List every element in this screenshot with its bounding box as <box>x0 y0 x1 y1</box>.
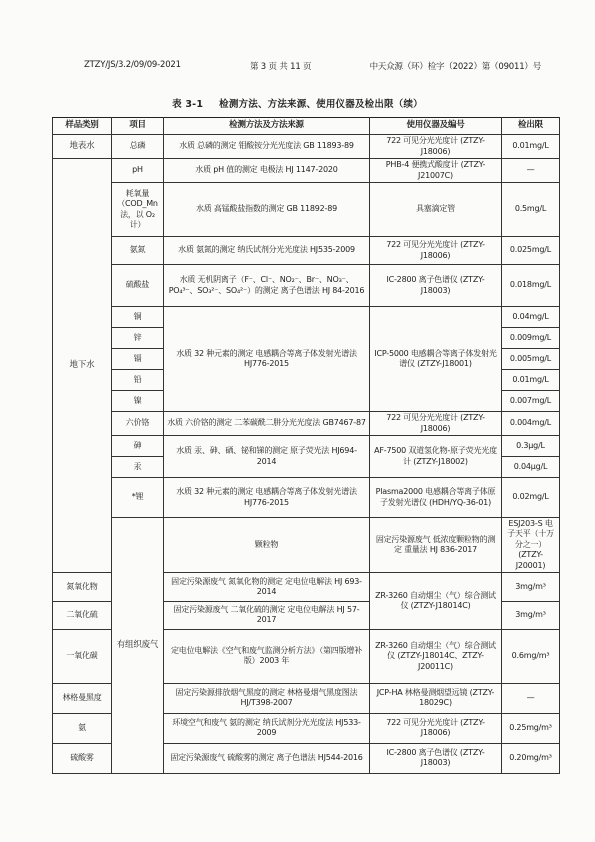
detection-limit: 0.04mg/L <box>502 307 560 328</box>
table-row <box>53 518 560 573</box>
instrument-cell: PHB-4 便携式酸度计 (ZTZY-J21007C) <box>370 159 502 183</box>
method-cell: 固定污染源废气 低浓度颗粒物的测定 重量法 HJ 836-2017 <box>370 518 502 573</box>
detection-limit: 0.20mg/m³ <box>502 743 560 773</box>
col-header-limit: 检出限 <box>502 118 560 135</box>
method-cell: 水质 总磷的测定 钼酸铵分光光度法 GB 11893-89 <box>164 135 370 159</box>
item-name: *锂 <box>112 478 164 518</box>
table-header-row <box>53 118 560 135</box>
detection-limit: 0.25mg/m³ <box>502 713 560 743</box>
method-cell: 水质 高锰酸盐指数的测定 GB 11892-89 <box>164 183 370 237</box>
instrument-cell: 具塞滴定管 <box>370 183 502 237</box>
detection-limit: — <box>502 683 560 713</box>
method-cell: 水质 32 种元素的测定 电感耦合等离子体发射光谱法 HJ776-2015 <box>164 478 370 518</box>
detection-limit: 0.01mg/L <box>502 370 560 391</box>
detection-limit: 0.005mg/L <box>502 349 560 370</box>
item-name: 汞 <box>112 457 164 478</box>
detection-limit: 3mg/m³ <box>502 601 560 629</box>
method-cell: 固定污染源废气 硫酸雾的测定 离子色谱法 HJ544-2016 <box>164 743 370 773</box>
instrument-cell: AF-7500 双道氢化物-原子荧光光度计 (ZTZY-J18002) <box>370 436 502 478</box>
table-row <box>53 412 560 436</box>
report-number: 中天众源（环）检字（2022）第（09011）号 <box>369 62 541 72</box>
table-row <box>53 265 560 307</box>
item-name: 铅 <box>112 370 164 391</box>
instrument-cell: 722 可见分光光度计 (ZTZY-J18006) <box>370 412 502 436</box>
detection-limit: 0.02mg/L <box>502 478 560 518</box>
col-header-item: 项目 <box>112 118 164 135</box>
item-name: pH <box>112 159 164 183</box>
col-header-instrument: 使用仪器及编号 <box>370 118 502 135</box>
instrument-cell: 722 可见分光光度计 (ZTZY-J18006) <box>370 713 502 743</box>
table-row <box>53 237 560 265</box>
instrument-cell: IC-2800 离子色谱仪 (ZTZY-J18003) <box>370 743 502 773</box>
instrument-cell: JCP-HA 林格曼测烟望远镜 (ZTZY-18029C) <box>370 683 502 713</box>
detection-limit: 0.009mg/L <box>502 328 560 349</box>
table-caption <box>0 96 595 110</box>
instrument-cell: ICP-5000 电感耦合等离子体发射光谱仪 (ZTZY-J18001) <box>370 307 502 412</box>
table-row <box>53 307 560 328</box>
instrument-cell: Plasma2000 电感耦合等离子体原子发射光谱仪 (HDH/YQ-36-01) <box>370 478 502 518</box>
document-code: ZTZY/JS/3.2/09/09-2021 <box>84 60 181 70</box>
item-name: 氨 <box>53 713 112 743</box>
detection-limit: 0.5mg/L <box>502 183 560 237</box>
method-cell: 固定污染源废气 氮氧化物的测定 定电位电解法 HJ 693-2014 <box>164 572 370 601</box>
instrument-cell: 722 可见分光光度计 (ZTZY-J18006) <box>370 135 502 159</box>
table-row <box>53 436 560 457</box>
page-number: 第 3 页 共 11 页 <box>250 62 312 72</box>
item-name: 耗氧量（COD_Mn 法，以 O₂ 计） <box>112 183 164 237</box>
detection-limit: 0.04μg/L <box>502 457 560 478</box>
detection-limit: — <box>502 159 560 183</box>
item-name: 氨氮 <box>112 237 164 265</box>
col-header-category: 样品类别 <box>53 118 112 135</box>
method-cell: 水质 pH 值的测定 电极法 HJ 1147-2020 <box>164 159 370 183</box>
item-name: 六价铬 <box>112 412 164 436</box>
instrument-cell: ZR-3260 自动烟尘（气）综合测试仪 (ZTZY-J18014C、ZTZY-J20011C) <box>370 629 502 683</box>
instrument-cell: ESJ203-S 电子天平（十万分之一）(ZTZY-J20001) <box>502 518 560 573</box>
detection-limit: 0.6mg/m³ <box>502 629 560 683</box>
item-name: 一氧化碳 <box>53 629 112 683</box>
item-name: 总磷 <box>112 135 164 159</box>
method-cell: 水质 氨氮的测定 纳氏试剂分光光度法 HJ535-2009 <box>164 237 370 265</box>
table-number: 表 3-1 <box>172 99 204 110</box>
item-name: 硫酸盐 <box>112 265 164 307</box>
table-row <box>53 478 560 518</box>
methods-table <box>52 117 560 774</box>
method-cell: 水质 无机阴离子（F⁻、Cl⁻、NO₂⁻、Br⁻、NO₃⁻、PO₄³⁻、SO₃²⁻、SO₄²⁻）的测定 离子色谱法 HJ 84-2016 <box>164 265 370 307</box>
method-cell: 定电位电解法《空气和废气监测分析方法》（第四版增补版）2003 年 <box>164 629 370 683</box>
method-cell: 固定污染源废气 二氧化硫的测定 定电位电解法 HJ 57-2017 <box>164 601 370 629</box>
table-row <box>53 183 560 237</box>
item-name: 颗粒物 <box>164 518 370 573</box>
table-row <box>53 159 560 183</box>
instrument-cell: IC-2800 离子色谱仪 (ZTZY-J18003) <box>370 265 502 307</box>
method-cell: 水质 六价铬的测定 二苯碳酰二肼分光光度法 GB7467-87 <box>164 412 370 436</box>
instrument-cell: 722 可见分光光度计 (ZTZY-J18006) <box>370 237 502 265</box>
sample-category: 地表水 <box>53 135 112 159</box>
detection-limit: 0.007mg/L <box>502 391 560 412</box>
instrument-cell: ZR-3260 自动烟尘（气）综合测试仪 (ZTZY-J18014C) <box>370 572 502 629</box>
detection-limit: 0.025mg/L <box>502 237 560 265</box>
item-name: 二氧化硫 <box>53 601 112 629</box>
sample-category: 地下水 <box>53 159 112 573</box>
item-name: 镉 <box>112 349 164 370</box>
detection-limit: 0.018mg/L <box>502 265 560 307</box>
method-cell: 环境空气和废气 氨的测定 纳氏试剂分光光度法 HJ533-2009 <box>164 713 370 743</box>
item-name: 氮氧化物 <box>53 572 112 601</box>
detection-limit: 0.3μg/L <box>502 436 560 457</box>
sample-category: 有组织废气 <box>112 518 164 774</box>
item-name: 铜 <box>112 307 164 328</box>
detection-limit: 3mg/m³ <box>502 572 560 601</box>
col-header-method: 检测方法及方法来源 <box>164 118 370 135</box>
item-name: 镍 <box>112 391 164 412</box>
item-name: 硫酸雾 <box>53 743 112 773</box>
item-name: 砷 <box>112 436 164 457</box>
item-name: 锌 <box>112 328 164 349</box>
method-cell: 水质 汞、砷、硒、铋和锑的测定 原子荧光法 HJ694-2014 <box>164 436 370 478</box>
table-row <box>53 135 560 159</box>
table-title: 检测方法、方法来源、使用仪器及检出限（续） <box>219 99 423 110</box>
page-header <box>84 60 541 74</box>
method-cell: 固定污染源排放烟气黑度的测定 林格曼烟气黑度图法 HJ/T398-2007 <box>164 683 370 713</box>
method-cell: 水质 32 种元素的测定 电感耦合等离子体发射光谱法 HJ776-2015 <box>164 307 370 412</box>
item-name: 林格曼黑度 <box>53 683 112 713</box>
detection-limit: 0.004mg/L <box>502 412 560 436</box>
detection-limit: 0.01mg/L <box>502 135 560 159</box>
